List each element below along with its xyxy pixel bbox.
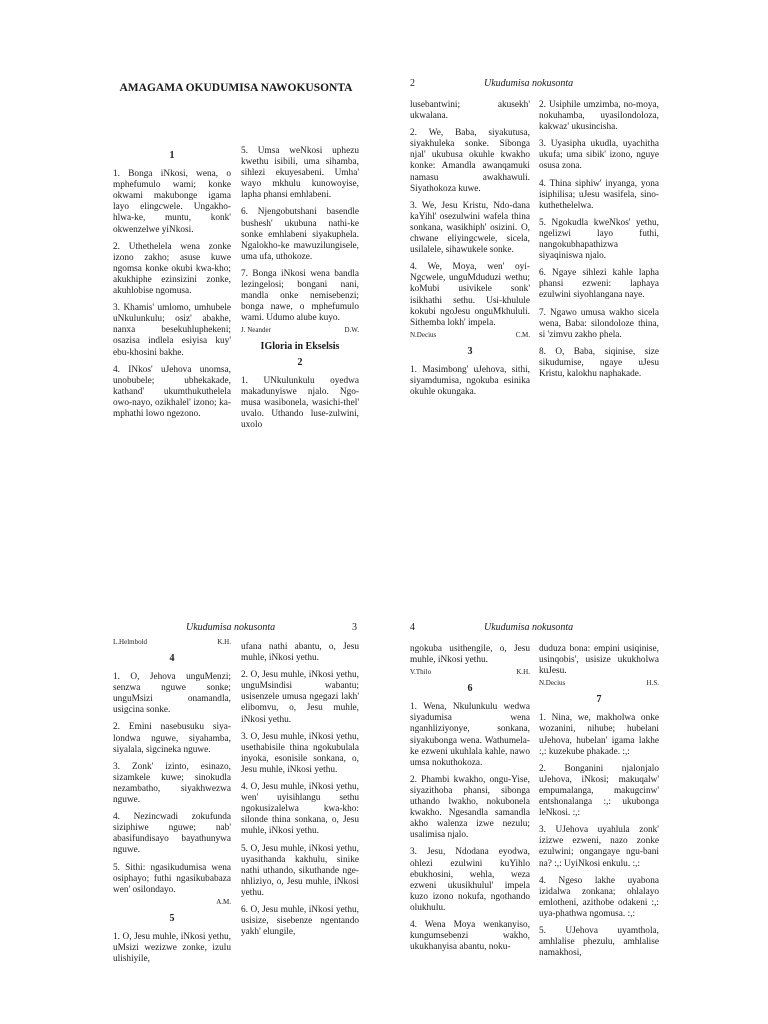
- verse: 6. O, Jesu muhle, iNkosi yethu, usisize, sisebenze ngentando yakh' elungile,: [241, 904, 359, 938]
- credit-author: J. Neander: [241, 326, 271, 335]
- verse: 3. Uyasipha ukudla, uyachitha ukufa; uma sibik' izono, nguye osusa zona.: [539, 139, 659, 172]
- page-2-column-2: [539, 100, 659, 386]
- verse: 1. Masimbong' uJehova, sithi, siyamdumisa, ngokuba esinika okuhle okungaka.: [410, 364, 530, 398]
- hymn-number: 6: [467, 683, 473, 695]
- running-head: Ukudumisa nokusonta: [484, 622, 574, 633]
- verse: 4. Ngeso lakhe uyabona izidalwa zonkana; ohlalayo emlotheni, azithobe odakeni :,: uya-phathwa ngomusa. :,:: [539, 875, 659, 919]
- verse: ngokuba usithengile, o, Jesu muhle, iNkosi yethu.: [410, 644, 530, 666]
- running-head: Ukudumisa nokusonta: [186, 622, 276, 633]
- page-1: [0, 0, 384, 512]
- verse: 7. Ngawo umusa wakho sicela wena, Baba: silondoloze thina, si 'zimvu zakho phela.: [539, 307, 659, 340]
- verse: 5. Ngokudla kweNkos' yethu, ngelizwi layo futhi, nangokubhapathizwa siyaqiniswa njalo.: [539, 217, 659, 262]
- verse: 2. O, Jesu muhle, iNkosi yethu, unguMsindisi wabantu; usisenzele umusa ngegazi lakh' elibomvu, o, Jesu muhle, iNkosi yethu.: [241, 670, 359, 725]
- verse: duduza bona: empini usiqinise, usinqobis', usisize ukukholwa kuJesu.: [539, 644, 659, 677]
- verse: 4. Wena Moya wenkanyiso, kungumsebenzi wakho, ukukhanyisa abantu, noku-: [410, 919, 530, 953]
- credit-code: D.W.: [344, 326, 359, 335]
- verse: 1. Wena, Nkulunkulu wedwa siyadumisa wena nganhliziyonye, sonkana, siyakubonga wena. Wathumela-ke ezweni ukuhlala kahle, nawo umsa nokuthokoza.: [410, 702, 530, 768]
- hymn-number: 7: [596, 694, 602, 706]
- verse: 4. Nezincwadi zokufunda siziphiwe nguwe; nab' abasifundisayo bayathunywa nguwe.: [113, 812, 231, 856]
- hymn-number: 4: [169, 653, 175, 664]
- verse: 2. Phambi kwakho, ongu-Yise, siyazithoba phansi, sibonga uthando lwakho, nokubonela kwakho. Ngesandla samandla akho walenza izwe nezulu; usalimisa njalo.: [410, 774, 530, 841]
- credit-author: L.Helmbold: [113, 638, 148, 646]
- credit-code: H.S.: [646, 679, 659, 688]
- credit-author: N.Decius: [410, 330, 437, 339]
- credit-author: V.Thilo: [410, 668, 432, 677]
- verse: 2. Uthethelela wena zonke izono zakho; asuse kuwe ngomsa konke okubi kwa-kho; akukhiphe ezinsizini zonke, akuhlobise ngomusa.: [113, 241, 231, 297]
- verse: 2. Emini nasebusuku siya-londwa nguwe, siyahamba, siyalala, sigcineka nguwe.: [113, 722, 231, 755]
- verse: 3. We, Jesu Kristu, Ndo-dana kaYihl' osezulwini wafela thina sonkana, wasikhiph' osizini. O, chwane eliyingcwele, sicela, usilalele, sihawukele sonke.: [410, 200, 530, 256]
- verse: 3. Zonk' izinto, esinazo, sizamkele kuwe; sinokudla nezambatho, siyakhwezwa nguwe.: [113, 761, 231, 806]
- verse: 5. Umsa weNkosi uphezu kwethu isibili, uma sihamba, sihlezi ekuyesabeni. Umha' wayo mkhulu kunowoyise, lapha phansi emhlabeni.: [241, 146, 359, 201]
- verse: 8. O, Baba, siqinise, size sikudumise, ngaye uJesu Kristu, kalokhu naphakade.: [539, 346, 659, 379]
- verse: 3. Khamis' umlomo, umhubele uNkulunkulu; osiz' abakhe, nanxa besekuhluphekeni; osazisa indlela esiyisa kuy' ebu-khosini bakhe.: [113, 303, 231, 358]
- verse: 5. UJehova uyamthola, amhlalise phezulu, amhlalise namakhosi,: [539, 925, 659, 959]
- page-1-column-2: [241, 146, 359, 437]
- verse: 1. O, Jesu muhle, iNkosi yethu, uMsizi wezizwe zonke, izulu ulishiyile,: [113, 931, 231, 965]
- hymn-number: 3: [467, 345, 473, 357]
- verse: 6. Ngaye sihlezi kahle lapha phansi ezweni: laphaya ezulwini siyohlangana naye.: [539, 268, 659, 301]
- verse: 5. Sithi: ngasikudumisa wena osiphayo; futhi ngasikubabaza wen' osilondayo.: [113, 862, 231, 895]
- page-number: 3: [352, 622, 357, 633]
- hymn-credit: [410, 331, 530, 340]
- credit-author: N.Decius: [539, 679, 566, 688]
- page-4-column-1: [410, 644, 530, 959]
- hymn-credit: [241, 326, 359, 335]
- verse: 2. Usiphile umzimba, no-moya, nokuhamba, uyasilondoloza, kakwaz' ukusincisha.: [539, 100, 659, 133]
- page-2-column-1: [410, 100, 530, 404]
- hymn-credit: [410, 668, 530, 677]
- verse: 4. O, Jesu muhle, iNkosi yethu, wen' uyisihlangu sethu ngokusizalelwa kwa-kho: silonde thina sonkana, o, Jesu muhle, iNkosi yethu.: [241, 782, 359, 837]
- verse: 2. Bonganini njalonjalo uJehova, iNkosi; makuqalw' empumalanga, makugcinw' entshonalanga :,: ukubonga leNkosi. :,:: [539, 763, 659, 819]
- credit-code: K.H.: [217, 638, 231, 646]
- verse: 1. Nina, we, makholwa onke wozanini, nihube; hubelani uJehova, hubelan' igama lakhe :,: kuzekube phakade. :,:: [539, 713, 659, 757]
- page-number: 2: [410, 78, 415, 89]
- page-3-column-1: [113, 638, 231, 971]
- running-head: Ukudumisa nokusonta: [484, 78, 574, 89]
- hymn-number: 1: [169, 150, 175, 161]
- verse: 5. O, Jesu muhle, iNkosi yethu, uyasithanda kakhulu, sinike nathi uthando, sikuthande nge-nhliziyo, o, Jesu muhle, iNkosi yethu.: [241, 843, 359, 898]
- verse: 4. Thina siphiw' inyanga, yona isiphilisa; uJesu wasifela, sino-kuthethelelwa.: [539, 178, 659, 211]
- book-title: AMAGAMA OKUDUMISA NAWOKUSONTA: [119, 82, 353, 94]
- credit-code: K.H.: [516, 668, 530, 677]
- hymn-number: 5: [169, 912, 175, 924]
- page-3-column-2: [241, 642, 359, 944]
- credit-code: C.M.: [515, 330, 530, 339]
- page-2: [384, 0, 768, 512]
- verse: 3. O, Jesu muhle, iNkosi yethu, usethabisile thina ngokubulala inyoka, esonisile sonkana, o, Jesu muhle, iNkosi yethu.: [241, 731, 359, 775]
- verse: 3. Jesu, Ndodana eyodwa, ohlezi ezulwini kuYihlo ebukhosini, wehla, weza ezweni ukusikhulul' impela kuzo izono nokufa, ngothando olukhulu.: [410, 847, 530, 913]
- verse: 4. INkos' uJehova unomsa, unobubele; ubhekakade, kathand' ukumthukuthelela owo-nayo, ozikhalel' izono; ka-mphathi lowo ngezono.: [113, 364, 231, 419]
- credit-code: A.M.: [216, 897, 231, 906]
- verse: 1. UNkulunkulu oyedwa makadunyiswe njalo. Ngo-musa wasibonela, wasichi-thel' uvalo. Uthando luse-zulwini, uxolo: [241, 375, 359, 430]
- page-3: [0, 512, 384, 1024]
- hymn-credit: [113, 898, 231, 907]
- verse: 3. UJehova uyahlula zonk' izizwe ezweni, nazo zonke ezulwini; ongangaye ngu-bani na? :,: UyiNkosi enkulu. :,:: [539, 825, 659, 869]
- verse: lusebantwini; akusekh' ukwalana.: [410, 100, 530, 122]
- verse: 6. Njengobutshani basendle bushesh' ukubuna nathi-ke sonke emhlabeni siyakuphela. Ngalokho-ke mawuzilungisele, uma ufa, uthokoze.: [241, 207, 359, 262]
- page-number: 4: [410, 622, 415, 633]
- page-4-column-2: [539, 644, 659, 965]
- verse: 7. Bonga iNkosi wena bandla lezingelosi; bongani nani, mandla onke nemisebenzi; bonga nawe, o mphefumulo wami. Udumo alube kuyo.: [241, 268, 359, 324]
- verse: ufana nathi abantu, o, Jesu muhle, iNkosi yethu.: [241, 642, 359, 664]
- verse: 1. Bonga iNkosi, wena, o mphefumulo wami; konke okwami makubonge igama layo elingcwele. Ungakho-hlwa-ke, muntu, konk' okwenzelwe yiNkosi.: [113, 169, 231, 235]
- hymn-credit: [113, 638, 231, 647]
- hymn-credit: [539, 679, 659, 688]
- hymn-subtitle: IGloria in Ekselsis: [260, 341, 340, 353]
- verse: 2. We, Baba, siyakutusa, siyakhuleka sonke. Sibonga njal' ukubusa okuhle kwakho konke: Amandla awanqamuki namasu awakhawuli. Siyathokoza kuwe.: [410, 128, 530, 194]
- page-4: [384, 512, 768, 1024]
- hymn-number: 2: [297, 356, 303, 368]
- verse: 4. We, Moya, wen' oyi-Ngcwele, unguMduduzi wethu; koMubi usivikele sonk' isikhathi sethu. Usi-khulule kokubi ngoJesu onguMkhululi. Sithemba lokh' impela.: [410, 262, 530, 328]
- page-1-column-1: [113, 146, 231, 426]
- verse: 1. O, Jehova unguMenzi; senzwa nguwe sonke; unguMsizi onamandla, usigcina sonke.: [113, 672, 231, 716]
